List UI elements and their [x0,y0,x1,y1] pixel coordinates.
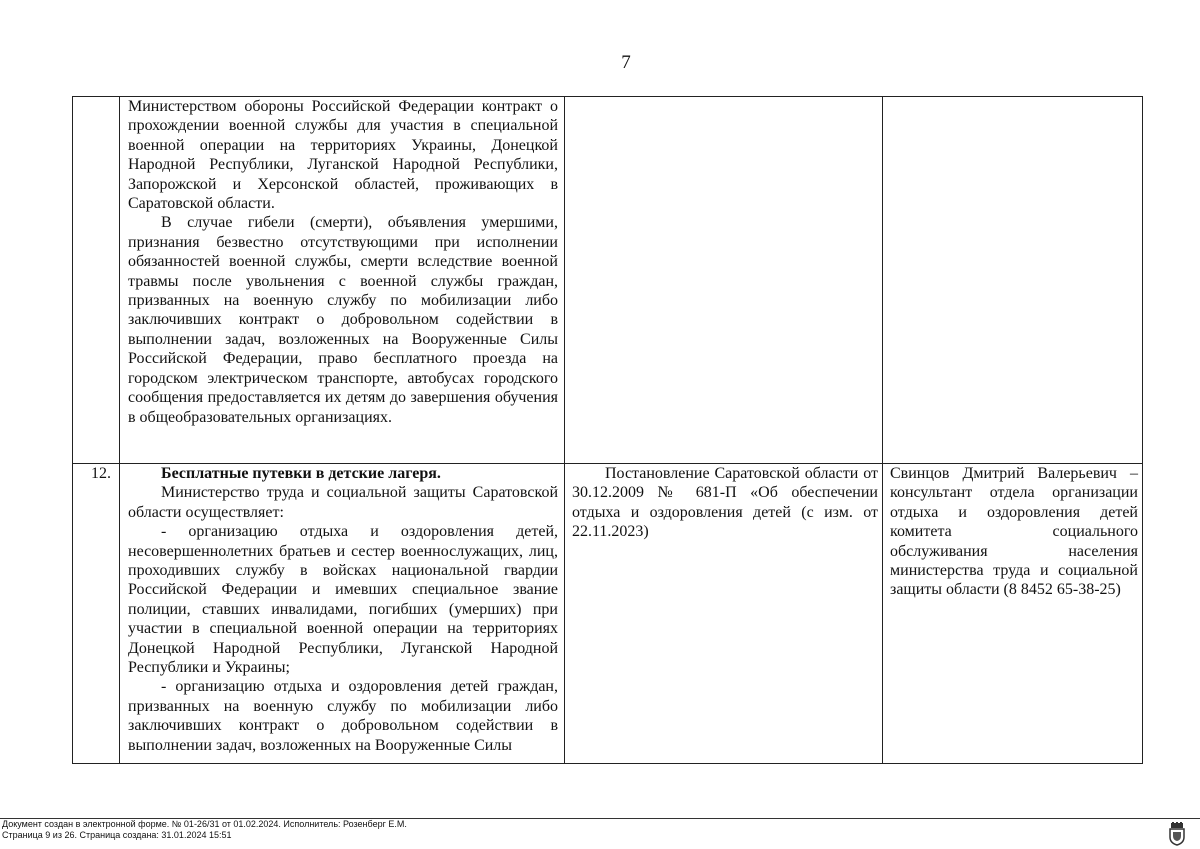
footer-line-document: Документ создан в электронной форме. № 01-26/31 от 01.02.2024. Исполнитель: Розенберг Е.М. [2,819,407,829]
row-number-cell [73,97,120,464]
contact-text: Свинцов Дмитрий Валерьевич – консультант отдела организации отдыха и оздоровления детей комитета социального обслуживания населения министерства труда и социальной защиты области (8 8452 65-38-25) [890,465,1138,599]
description-paragraph: Министерство труда и социальной защиты Саратовской области осуществляет: [128,484,558,521]
description-paragraph: - организацию отдыха и оздоровления детей, несовершеннолетних братьев и сестер военнослужащих, лиц, проходивших службу в войсках национальной гвардии Российской Федерации и имевших специальное звание полиции, ставших инвалидами, погибших (умерших) при участии в специальной военной операции на территориях Донецкой Народной Республики, Луганской Народной Республики и Украины; [128,523,558,677]
description-paragraph: Министерством обороны Российской Федерации контракт о прохождении военной службы для участия в специальной военной операции на территориях Украины, Донецкой Народной Республики, Луганской Народной Республики, Запорожской и Херсонской областей, проживающих в Саратовской области. [128,98,558,213]
row-number: 12. [91,465,111,482]
coat-of-arms-icon [1168,822,1186,846]
row-number-cell [73,464,120,764]
footer-line-page: Страница 9 из 26. Страница создана: 31.01.2024 15:51 [2,830,232,840]
document-footer [0,818,1200,841]
document-cell [565,97,883,464]
description-cell [120,97,565,464]
table-row [73,97,1143,464]
contact-cell [883,97,1143,464]
description-cell [120,464,565,764]
measures-table [72,96,1143,764]
contact-cell [883,464,1143,764]
document-text: Постановление Саратовской области от 30.12.2009 № 681-П «Об обеспечении отдыха и оздоровления детей (с изм. от 22.11.2023) [572,465,878,541]
description-paragraph: В случае гибели (смерти), объявления умершими, признания безвестно отсутствующими при исполнении обязанностей военной службы, смерти вследствие военной травмы после увольнения с военной службы граждан, призванных на военную службу по мобилизации либо заключивших контракт о добровольном содействии в выполнении задач, возложенных на Вооруженные Силы Российской Федерации, право бесплатного проезда на городском электрическом транспорте, автобусах городского сообщения предоставляется их детям до завершения обучения в общеобразовательных организациях. [128,214,558,426]
document-cell [565,464,883,764]
table-row [73,464,1143,764]
description-title: Бесплатные путевки в детские лагеря. [161,465,441,482]
description-paragraph: - организацию отдыха и оздоровления детей граждан, призванных на военную службу по мобилизации либо заключивших контракт о добровольном содействии в выполнении задач, возложенных на Вооруженные Силы [128,678,558,754]
page-number: 7 [621,52,631,73]
